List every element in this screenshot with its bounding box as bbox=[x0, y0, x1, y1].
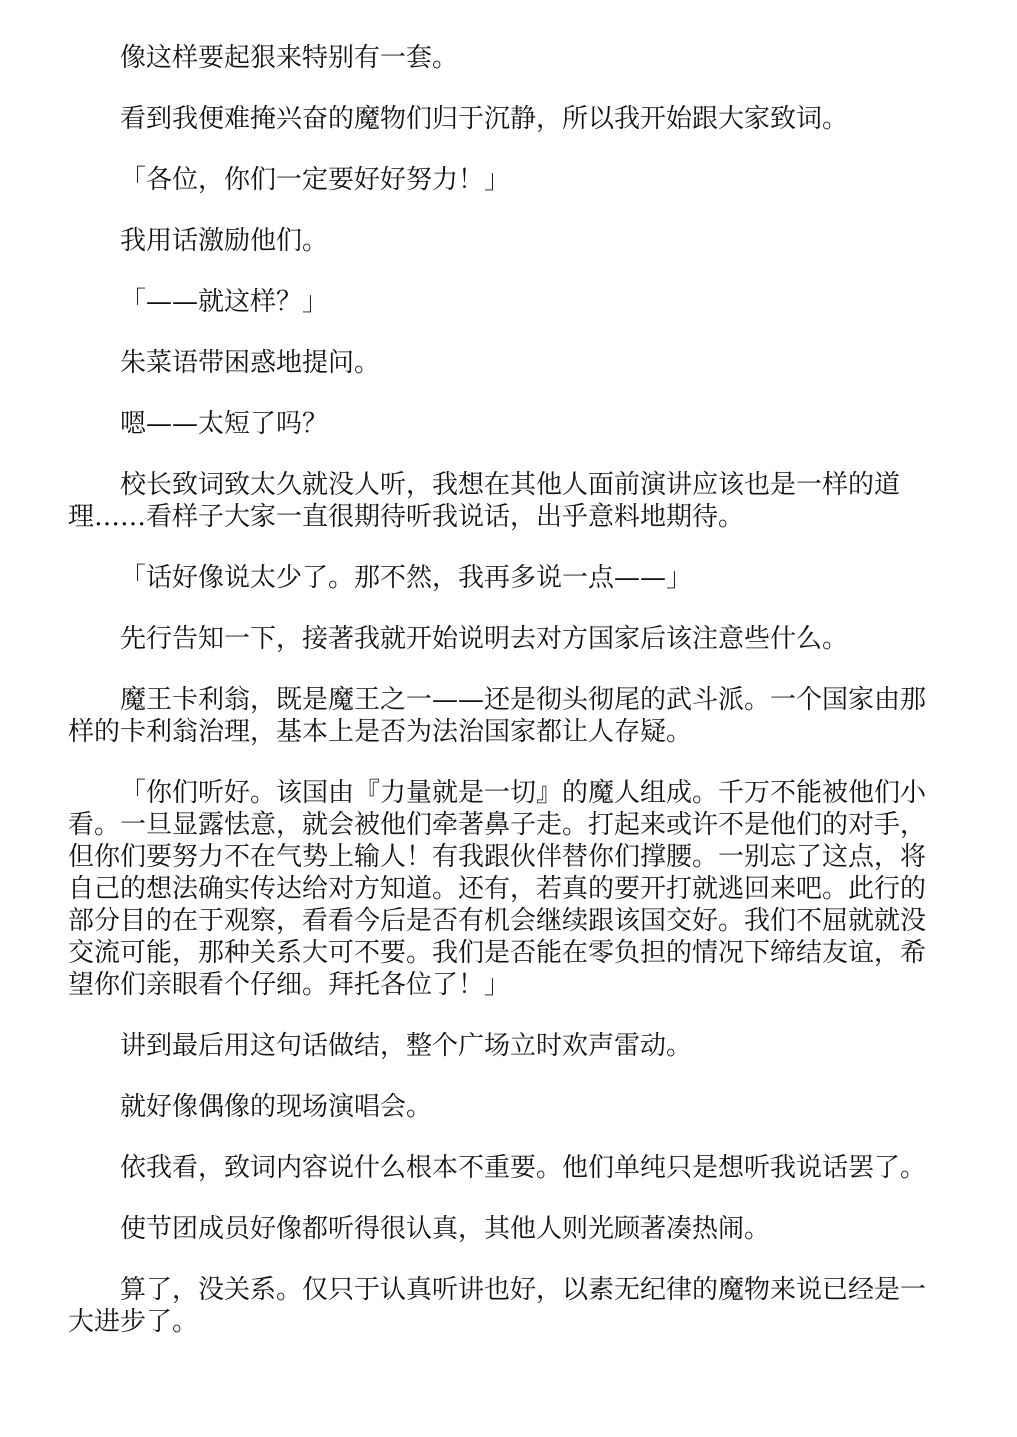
paragraph: 依我看，致词内容说什么根本不重要。他们单纯只是想听我说话罢了。 bbox=[120, 1153, 927, 1183]
paragraph: 讲到最后用这句话做结，整个广场立时欢声雷动。 bbox=[120, 1031, 693, 1061]
paragraph: 使节团成员好像都听得很认真，其他人则光顾著凑热闹。 bbox=[120, 1214, 771, 1244]
paragraph: 我用话激励他们。 bbox=[120, 226, 329, 256]
body-text bbox=[68, 42, 948, 1367]
paragraph: 朱菜语带困惑地提问。 bbox=[120, 348, 381, 378]
paragraph: 像这样要起狠来特别有一套。 bbox=[120, 43, 459, 73]
paragraph: 「话好像说太少了。那不然，我再多说一点——」 bbox=[120, 563, 693, 593]
paragraph: 魔王卡利翁，既是魔王之一——还是彻头彻尾的武斗派。一个国家由那样的卡利翁治理，基本上是否为法治国家都让人存疑。 bbox=[68, 685, 927, 747]
paragraph: 「——就这样？」 bbox=[120, 287, 329, 317]
paragraph: 看到我便难掩兴奋的魔物们归于沉静，所以我开始跟大家致词。 bbox=[120, 104, 849, 134]
paragraph: 嗯——太短了吗？ bbox=[120, 409, 329, 439]
paragraph: 「你们听好。该国由『力量就是一切』的魔人组成。千万不能被他们小看。一旦显露怯意，就会被他们牵著鼻子走。打起来或许不是他们的对手，但你们要努力不在气势上输人！有我跟伙伴替你们撑腰。一别忘了这点，将自己的想法确实传达给对方知道。还有，若真的要开打就逃回来吧。此行的部分目的在于观察，看看今后是否有机会继续跟该国交好。我们不屈就就没交流可能，那种关系大可不要。我们是否能在零负担的情况下缔结友谊，希望你们亲眼看个仔细。拜托各位了！」 bbox=[68, 778, 927, 1000]
paragraph: 「各位，你们一定要好好努力！」 bbox=[120, 165, 511, 195]
paragraph: 算了，没关系。仅只于认真听讲也好，以素无纪律的魔物来说已经是一大进步了。 bbox=[68, 1275, 927, 1337]
paragraph: 校长致词致太久就没人听，我想在其他人面前演讲应该也是一样的道理……看样子大家一直很期待听我说话，出乎意料地期待。 bbox=[68, 470, 901, 532]
paragraph: 先行告知一下，接著我就开始说明去对方国家后该注意些什么。 bbox=[120, 624, 849, 654]
paragraph: 就好像偶像的现场演唱会。 bbox=[120, 1092, 433, 1122]
